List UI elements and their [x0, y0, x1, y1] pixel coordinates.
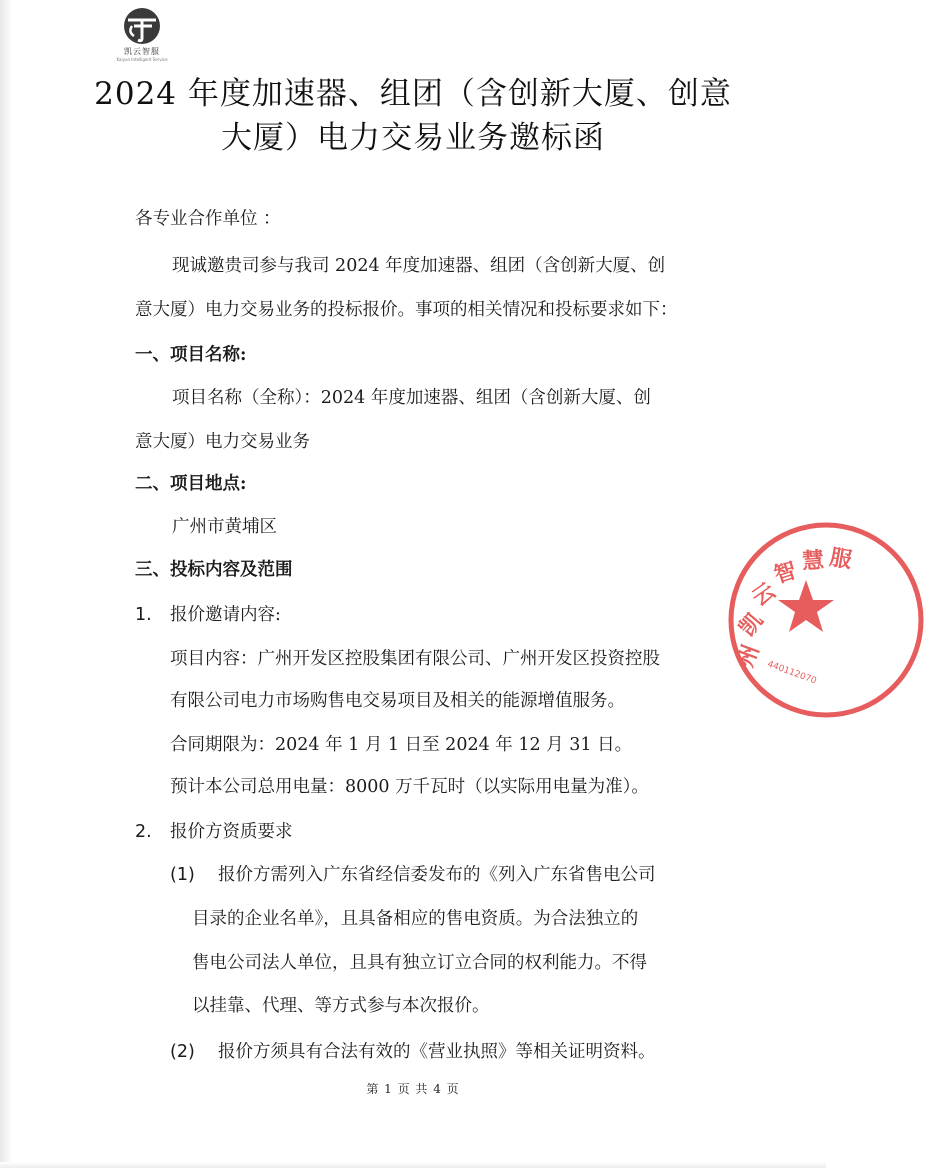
seal-code: 440112070 [765, 659, 818, 687]
logo-brand-cn: 凯云智服 [124, 47, 160, 56]
salutation: 各专业合作单位 ： [135, 209, 281, 229]
company-logo [112, 6, 172, 64]
requirement-2-line-1: 报价方须具有合法有效的《营业执照》等相关证明资料。 [218, 1042, 656, 1062]
contract-period: 合同期限为：2024 年 1 月 1 日至 2024 年 12 月 31 日。 [170, 735, 633, 755]
scan-bottom-edge [0, 1162, 826, 1168]
estimated-usage: 预计本公司总用电量：8000 万千瓦时（以实际用电量为准）。 [170, 777, 649, 797]
item-1-number: 1. [135, 605, 152, 625]
item-1-content-line-2: 有限公司电力市场购售电交易项目及相关的能源增值服务。 [170, 691, 625, 711]
seal-text-2: 凯 [734, 608, 769, 642]
item-2-title: 报价方资质要求 [170, 822, 293, 842]
section-1-line-1: 项目名称（全称）：2024 年度加速器、组团（含创新大厦、创 [172, 388, 651, 408]
seal-text-6: 服 [827, 545, 854, 574]
section-2-heading: 二、项目地点: [135, 474, 247, 494]
project-location: 广州市黄埔区 [172, 517, 277, 537]
document-title-line-1: 2024 年度加速器、组团（含创新大厦、创意 [94, 76, 732, 112]
requirement-1-line-1: 报价方需列入广东省经信委发布的《列入广东省售电公司 [218, 865, 656, 885]
requirement-2-marker: (2) [170, 1042, 195, 1062]
logo-mark-icon [118, 6, 166, 46]
section-1-line-2: 意大厦）电力交易业务 [135, 432, 310, 452]
section-1-heading: 一、项目名称: [135, 345, 247, 365]
intro-line-1: 现诚邀贵司参与我司 2024 年度加速器、组团（含创新大厦、创 [172, 256, 666, 276]
intro-line-2: 意大厦）电力交易业务的投标报价。事项的相关情况和投标要求如下： [135, 300, 678, 320]
requirement-1-marker: (1) [170, 865, 195, 885]
seal-text-5: 慧 [801, 548, 826, 575]
seal-text-1: 州 [733, 641, 765, 671]
requirement-1-line-2: 目录的企业名单》，且具备相应的售电资质。为合法独立的 [192, 909, 639, 929]
requirement-1-line-3: 售电公司法人单位，且具有独立订立合同的权利能力。不得 [192, 953, 647, 973]
page-footer: 第 1 页 共 4 页 [366, 1082, 460, 1096]
seal-text-4: 智 [771, 558, 800, 589]
requirement-1-line-4: 以挂靠、代理、等方式参与本次报价。 [192, 996, 490, 1016]
seal-text-3: 云 [747, 578, 781, 612]
document-title-line-2: 大厦）电力交易业务邀标函 [221, 120, 605, 156]
scan-edge-shadow [0, 0, 12, 1168]
item-2-number: 2. [135, 822, 152, 842]
company-seal [726, 520, 926, 720]
item-1-content-line-1: 项目内容：广州开发区控股集团有限公司、广州开发区投资控股 [170, 649, 660, 669]
section-3-heading: 三、投标内容及范围 [135, 560, 293, 580]
item-1-title: 报价邀请内容: [170, 605, 281, 625]
logo-brand-en: Kaiyun Intelligent Service [116, 57, 168, 62]
